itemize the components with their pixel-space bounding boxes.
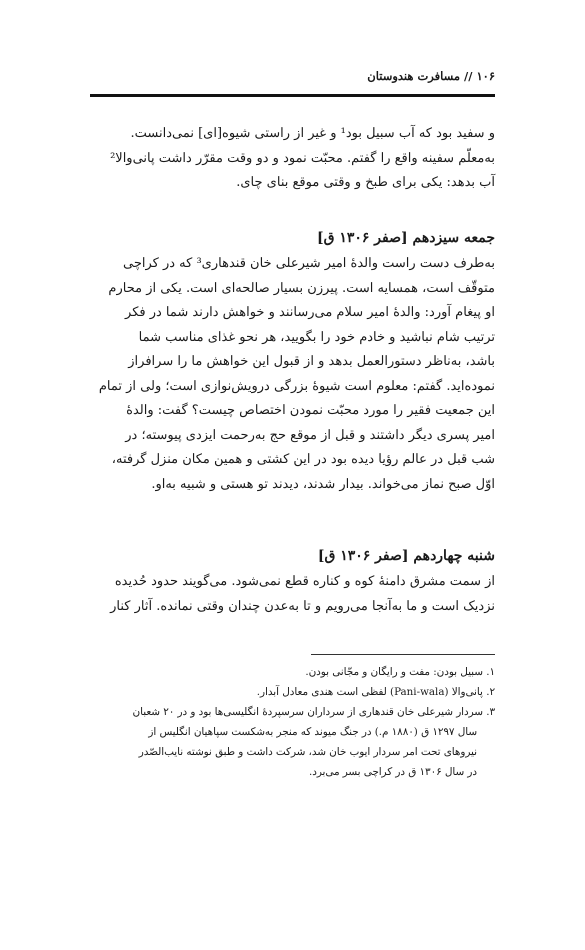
text-line: از سمت مشرق دامنهٔ کوه و کناره قطع نمی‌شود. می‌گویند حدود حُدیده <box>114 574 495 589</box>
text-line: نموده‌اید. گفتم: معلوم است شیوهٔ بزرگی درویش‌نوازی است؛ ولی از تمام <box>98 378 495 394</box>
text-line: امیر پسری دیگر داشتند و قبل از موقع حج به‌رحمت ایزدی پیوسته؛ در <box>125 427 495 443</box>
opening-paragraph <box>90 122 495 196</box>
text-line: متوقّف است، همسایه است. پیرزن بسیار صالحه‌ای است. یکی از محارم <box>108 280 495 296</box>
text-line: این جمعیت فقیر را مورد محبّت نمودن اختصاص چیست؟ گفت: والدهٔ <box>126 403 495 418</box>
footnote-divider <box>311 654 495 655</box>
text-line: اوّل صبح نماز می‌خواند. بیدار شدند، دیدند تو هستی و شبیه به‌او. <box>151 476 495 492</box>
footnotes <box>90 662 495 782</box>
section-heading-friday: جمعه سیزدهم [صفر ۱۳۰۶ ق] <box>316 230 495 246</box>
running-header: ۱۰۶ // مسافرت هندوستان <box>367 69 495 83</box>
text-line: شب قبل در عالم رؤیا دیده بود در این کشتی و همین مکان منزل گرفته، <box>111 452 495 467</box>
footnote-1: ۱. سبیل بودن: مفت و رایگان و مجّانی بودن. <box>305 666 495 678</box>
text-line: نزدیک است و ما به‌آنجا می‌رویم و تا به‌عدن چندان وقتی نمانده. آثار کنار <box>110 598 495 614</box>
section-heading-saturday: شنبه چهاردهم [صفر ۱۳۰۶ ق] <box>317 548 495 564</box>
text-line: ترتیب شام نباشید و خادم خود را بگویید، هر نحو غذای مناسب شما <box>138 329 495 345</box>
text-line: باشد، به‌ناظر دستورالعمل بدهد و از قبول این خواهش ما را سرافراز <box>128 354 495 369</box>
footnote-3-line: نیروهای تحت امر سردار ایوب خان شد، شرکت داشت و طبق نوشته نایب‌الصّدر <box>138 746 477 758</box>
footnote-3-line: سال ۱۲۹۷ ق (۱۸۸۰ م.) در جنگ میوند که منجر به‌شکست سپاهیان انگلیس از <box>148 726 477 738</box>
footnote-3-line: در سال ۱۳۰۶ ق در کراچی بسر می‌برد. <box>308 766 477 778</box>
text-line: به‌طرف دست راست والدهٔ امیر شیرعلی خان قندهاری³ که در کراچی <box>122 256 495 271</box>
footnote-3: ۳. سردار شیرعلی خان قندهاری از سرداران سرسپردهٔ انگلیسی‌ها بود و در ۲۰ شعبان <box>132 706 495 718</box>
saturday-paragraph <box>90 570 495 619</box>
text-line: آب بدهد: یکی برای طبخ و وقتی موقع بنای چای. <box>236 175 495 190</box>
friday-paragraph <box>90 252 495 497</box>
text-line: او پیغام آورد: والدهٔ امیر سلام می‌رسانند و خواهش دارند شما در فکر <box>125 305 495 320</box>
header-divider <box>90 94 495 97</box>
footnote-2: ۲. پانی‌والا (Pani-wala) لفظی است هندی معادل آبدار. <box>256 686 495 698</box>
text-line: و سفید بود که آب سبیل بود¹ و غیر از راستی شیوه[ای] نمی‌دانست. <box>130 126 495 141</box>
text-line: به‌معلّم سفینه واقع را گفتم. محبّت نمود و دو وقت مقرّر داشت پانی‌والا² <box>110 150 495 166</box>
